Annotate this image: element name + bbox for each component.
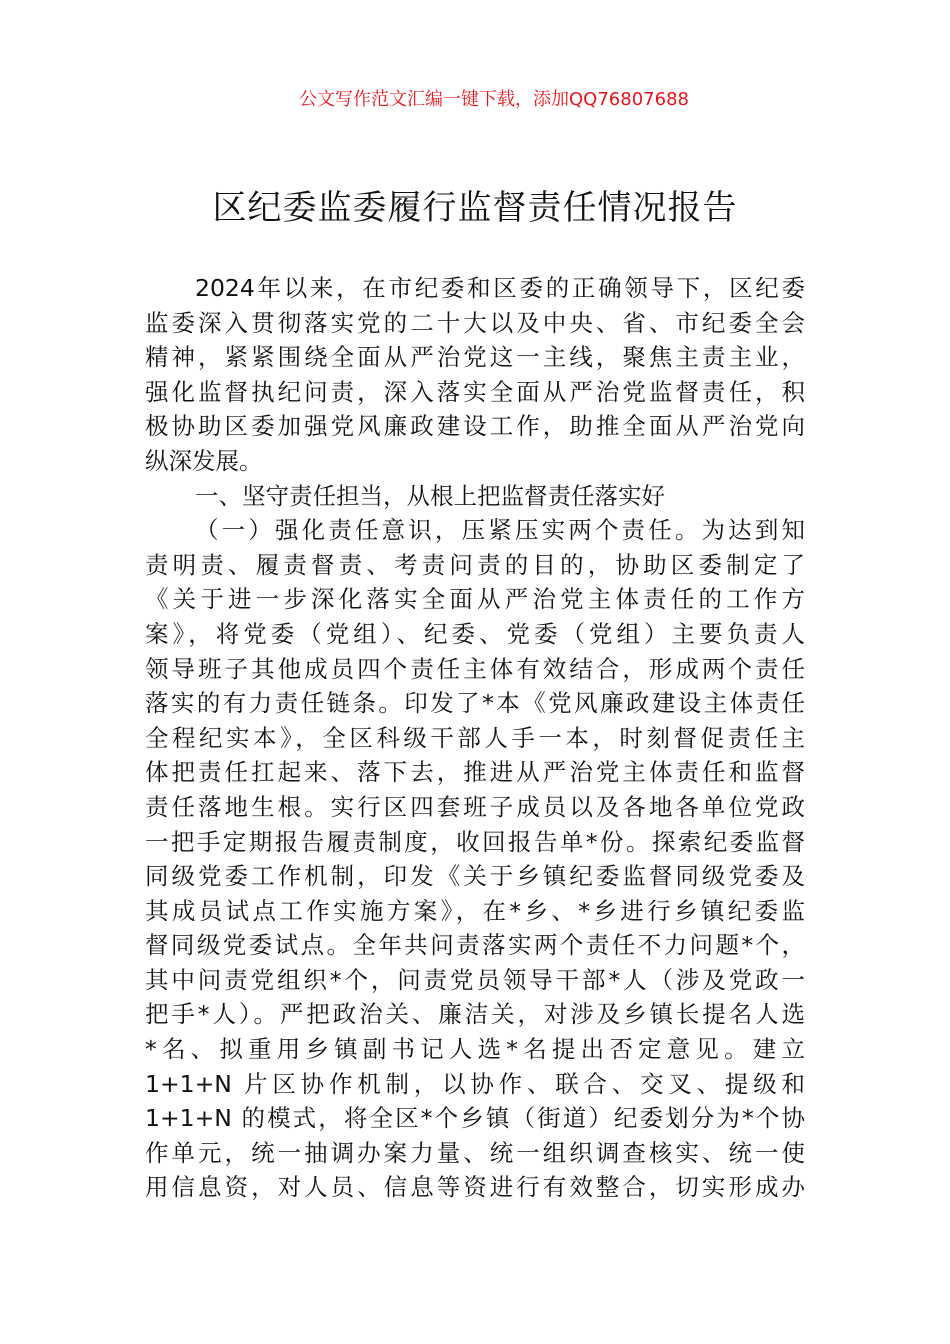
paragraph-line: 用信息资，对人员、信息等资进行有效整合，切实形成办 [145, 1173, 805, 1202]
document-body [145, 271, 805, 1205]
download-banner: 公文写作范文汇编一键下载，添加QQ76807688 [299, 89, 689, 110]
paragraph-line: 1+1+N 片区协作机制，以协作、联合、交叉、提级和 [145, 1069, 805, 1098]
paragraph-line: 监委深入贯彻落实党的二十大以及中央、省、市纪委全会 [145, 308, 805, 337]
paragraph-line: 作单元，统一抽调办案力量、统一组织调查核实、统一使 [145, 1138, 805, 1167]
paragraph-line: 全程纪实本》，全区科级干部人手一本，时刻督促责任主 [145, 723, 805, 752]
paragraph-line: 一把手定期报告履责制度，收回报告单*份。探索纪委监督 [145, 827, 805, 856]
paragraph-line: *名、拟重用乡镇副书记人选*名提出否定意见。建立 [145, 1035, 805, 1064]
paragraph-line: 同级党委工作机制，印发《关于乡镇纪委监督同级党委及 [145, 862, 805, 891]
paragraph-line: 责任落地生根。实行区四套班子成员以及各地各单位党政 [145, 792, 805, 821]
paragraph-line: 其成员试点工作实施方案》，在*乡、*乡进行乡镇纪委监 [145, 896, 805, 925]
paragraph-line: 1+1+N 的模式，将全区*个乡镇（街道）纪委划分为*个协 [145, 1104, 805, 1133]
paragraph-line: 督同级党委试点。全年共问责落实两个责任不力问题*个， [145, 931, 805, 960]
paragraph-line: 其中问责党组织*个，问责党员领导干部*人（涉及党政一 [145, 965, 805, 994]
paragraph-line: 把手*人）。严把政治关、廉洁关，对涉及乡镇长提名人选 [145, 1000, 805, 1029]
paragraph-line: （一）强化责任意识，压紧压实两个责任。为达到知 [195, 516, 805, 545]
document-title: 区纪委监委履行监督责任情况报告 [212, 188, 738, 228]
paragraph-line: 案》，将党委（党组）、纪委、党委（党组）主要负责人 [145, 619, 805, 648]
paragraph-line: 落实的有力责任链条。印发了*本《党风廉政建设主体责任 [145, 689, 805, 718]
paragraph-line: 领导班子其他成员四个责任主体有效结合，形成两个责任 [145, 654, 805, 683]
paragraph-line: 体把责任扛起来、落下去，推进从严治党主体责任和监督 [145, 758, 805, 787]
paragraph-line: 2024年以来，在市纪委和区委的正确领导下，区纪委 [195, 274, 805, 302]
paragraph-line: 责明责、履责督责、考责问责的目的，协助区委制定了 [145, 550, 805, 579]
paragraph-line: 强化监督执纪问责，深入落实全面从严治党监督责任，积 [145, 377, 805, 406]
paragraph-line: 极协助区委加强党风廉政建设工作，助推全面从严治党向 [145, 412, 805, 441]
paragraph-line: 精神，紧紧围绕全面从严治党这一主线，聚焦主责主业， [145, 343, 805, 372]
paragraph-line: 纵深发展。 [145, 446, 263, 475]
section-heading: 一、坚守责任担当，从根上把监督责任落实好 [195, 481, 665, 510]
paragraph-line: 《关于进一步深化落实全面从严治党主体责任的工作方 [145, 585, 805, 614]
